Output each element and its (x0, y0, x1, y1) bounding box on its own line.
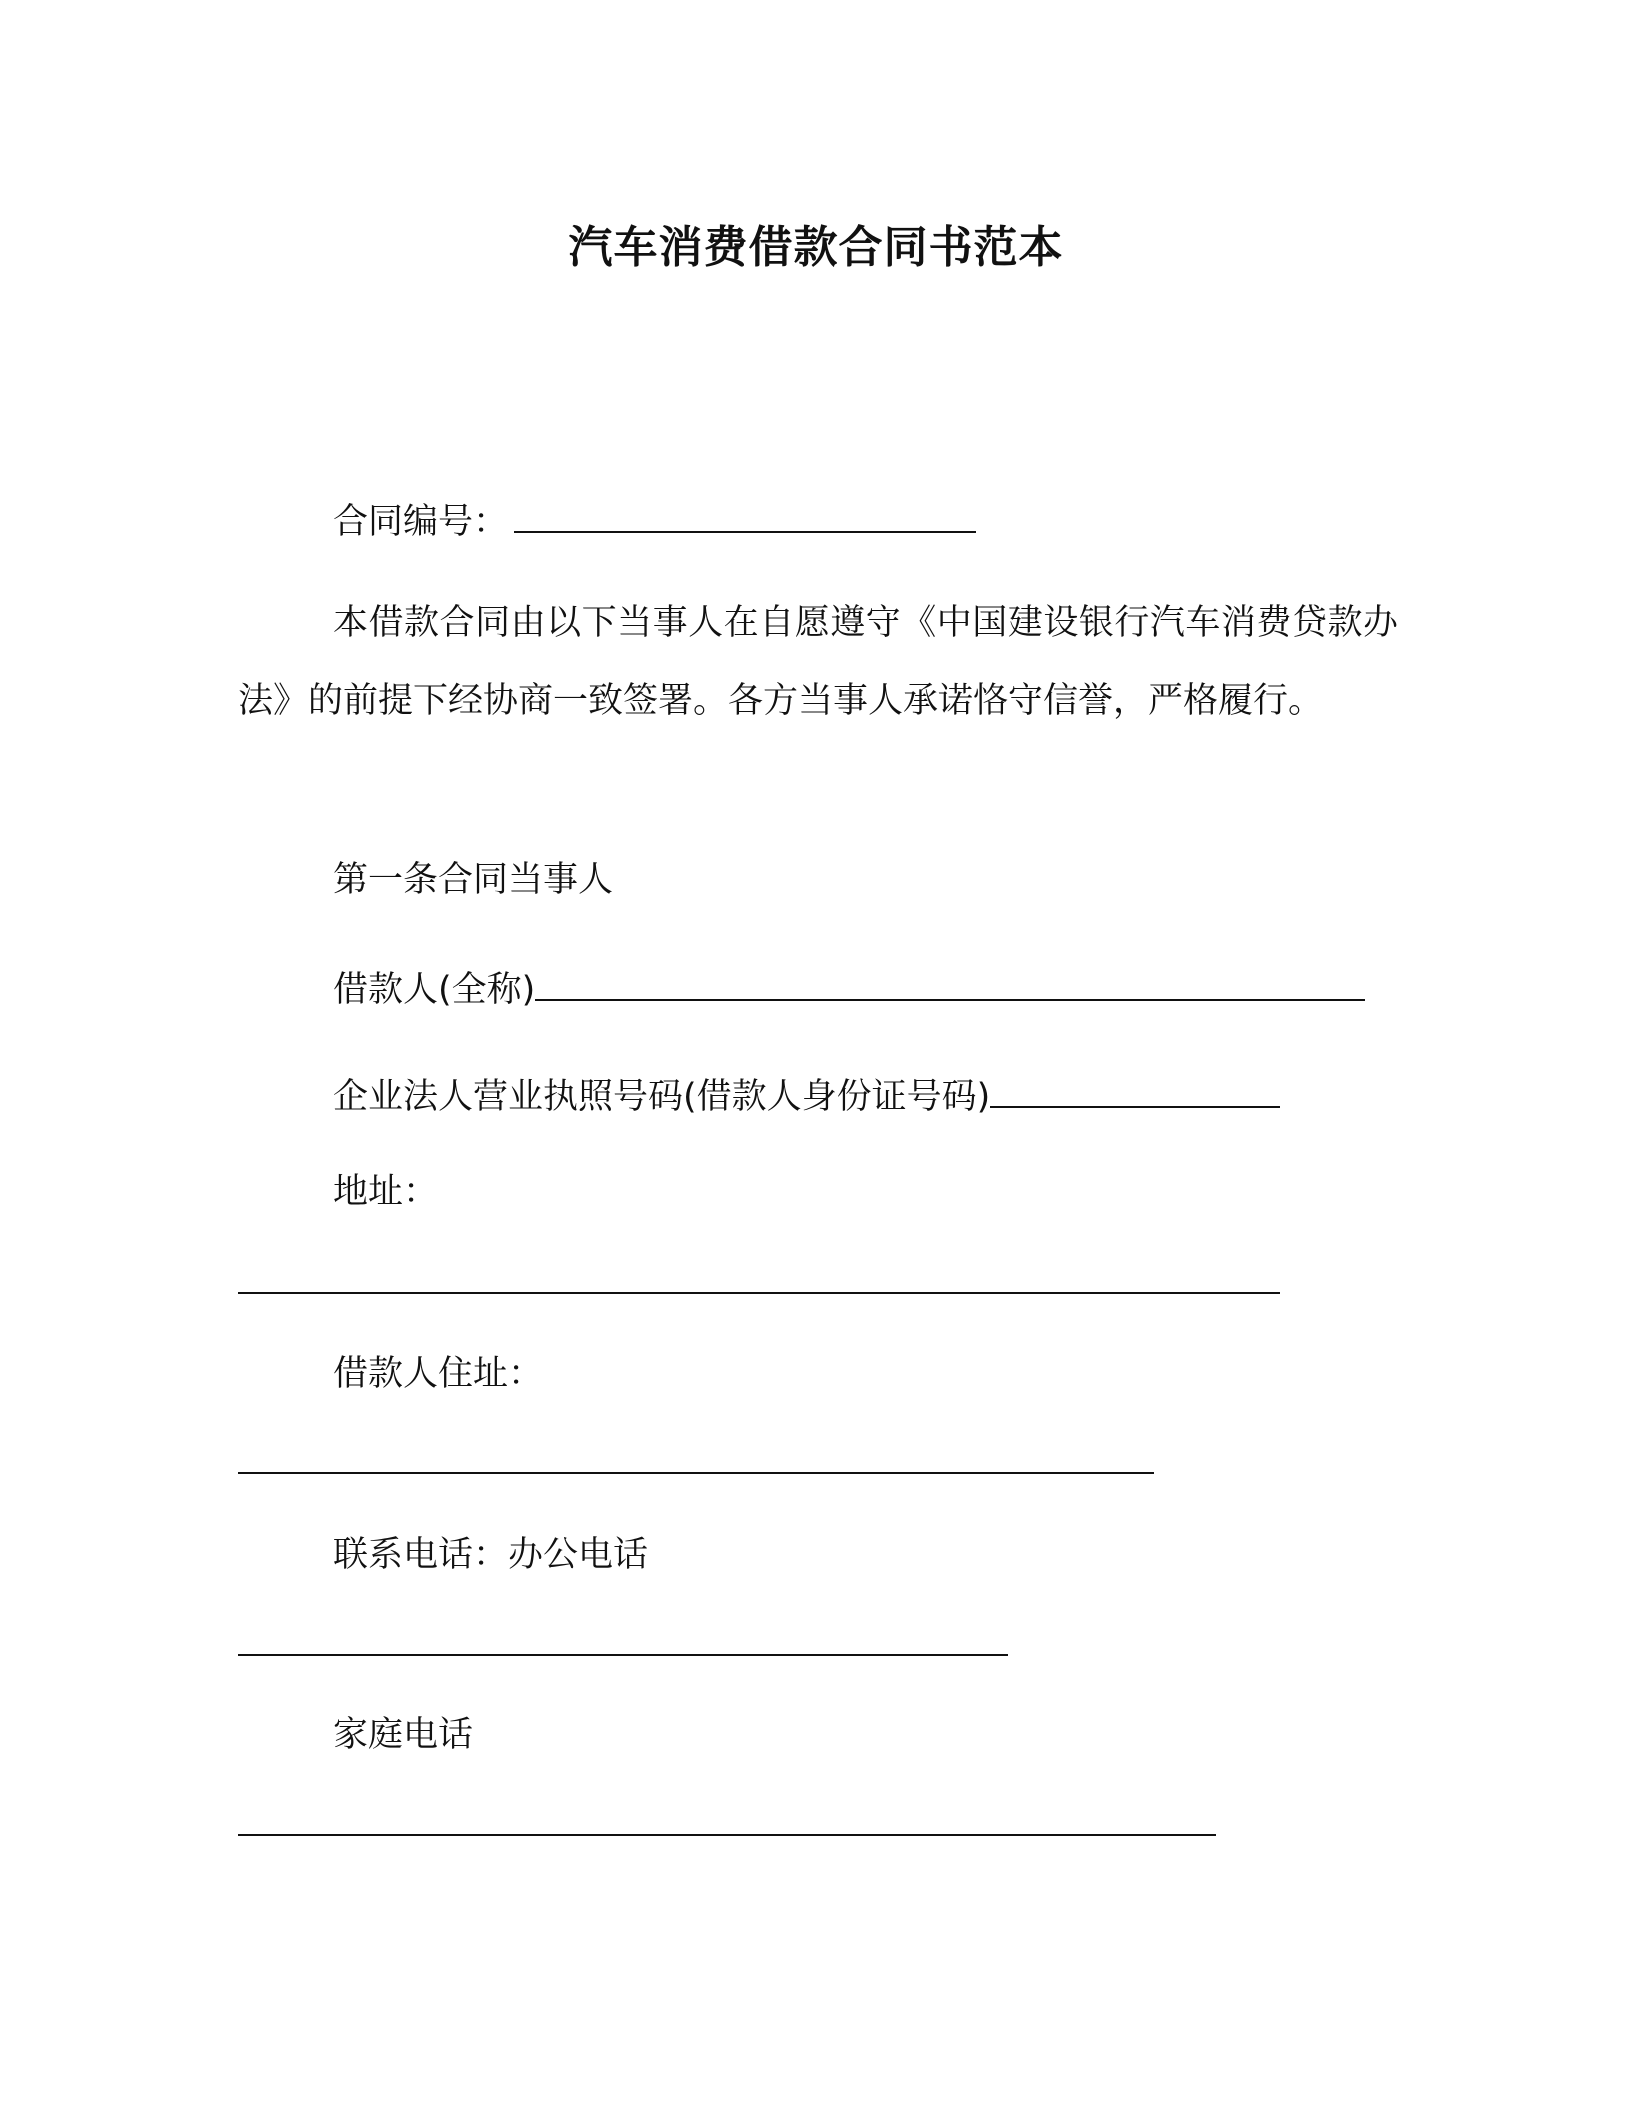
license-number-line (333, 1072, 1280, 1121)
contract-number-line (333, 497, 976, 546)
borrower-name-label: 借款人(全称) (333, 970, 536, 1010)
office-phone-blank[interactable] (238, 1654, 1008, 1656)
home-phone-blank[interactable] (238, 1834, 1216, 1836)
home-phone-label: 家庭电话 (333, 1715, 474, 1755)
borrower-name-line (333, 965, 1365, 1014)
license-number-label: 企业法人营业执照号码(借款人身份证号码) (333, 1077, 991, 1117)
intro-paragraph: 本借款合同由以下当事人在自愿遵守《中国建设银行汽车消费贷款办法》的前提下经协商一致签署。各方当事人承诺恪守信誉，严格履行。 (238, 603, 1398, 721)
office-phone-label: 联系电话：办公电话 (333, 1535, 649, 1575)
borrower-name-blank[interactable] (535, 965, 1365, 1001)
contract-number-label: 合同编号： (333, 502, 509, 542)
borrower-residence-label: 借款人住址： (333, 1354, 544, 1394)
address-label: 地址： (333, 1172, 439, 1212)
address-blank[interactable] (238, 1292, 1280, 1294)
license-number-blank[interactable] (990, 1072, 1280, 1108)
contract-number-blank[interactable] (514, 497, 976, 533)
document-title: 汽车消费借款合同书范本 (568, 222, 1064, 273)
borrower-residence-blank[interactable] (238, 1472, 1154, 1474)
article1-heading: 第一条合同当事人 (333, 860, 614, 900)
